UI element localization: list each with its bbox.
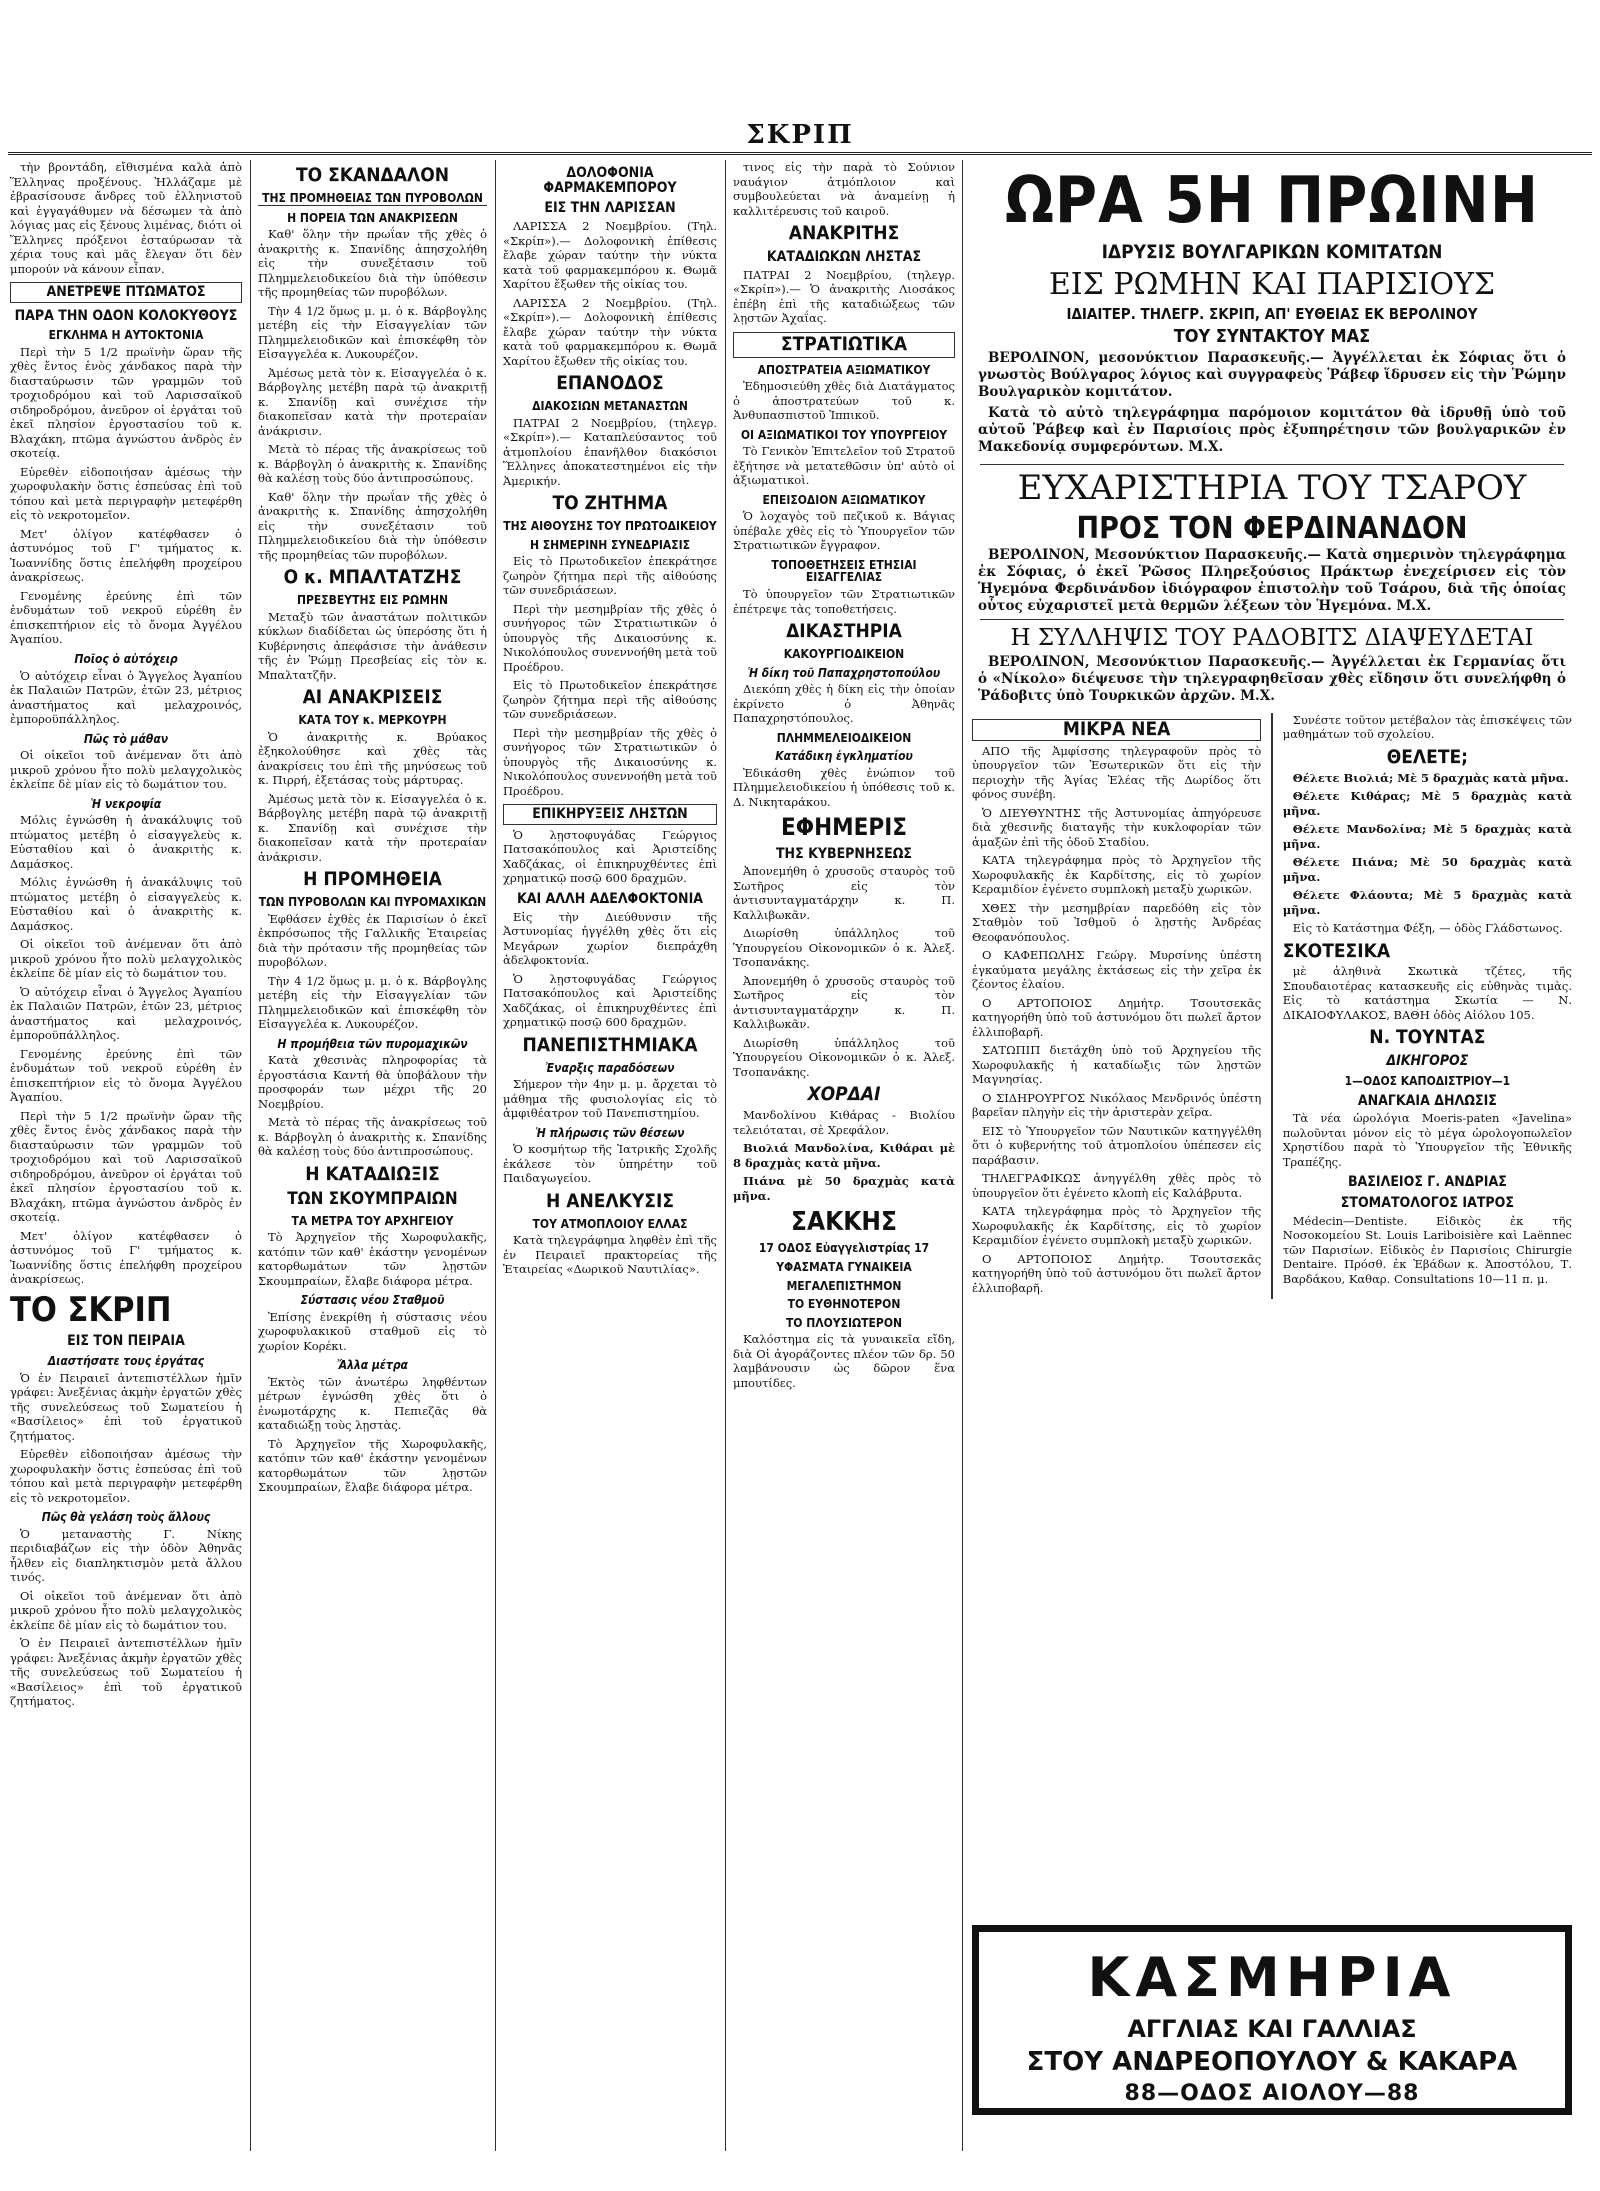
masthead: ΣΚΡΙΠ [746,120,854,150]
article-text: Ἐδημοσιεύθη χθὲς διὰ Διατάγματος ὁ ἀποστρατεύων τοῦ κ. Ἀνθυπασπιστοῦ Ἱππικοῦ. [733,379,955,423]
article-text: Τὸ Γενικὸν Ἐπιτελεῖον τοῦ Στρατοῦ ἐξήτησε νὰ μετατεθῶσιν ὑπ' αὐτὸ οἱ ἀξιωματικοὶ. [733,444,955,488]
article-text: Εἰς τὸ Πρωτοδικεῖον ἐπεκράτησε ζωηρὸν ζήτημα περὶ τῆς αἰθούσης τῶν συνεδριάσεων. [503,554,717,598]
advert-text: Συνέστε τοῦτον μετέβαλον τὰς ἐπισκέψεις τῶν μαθημάτων τοῦ σχολείου. [1282,712,1572,742]
headline: ΤΟ ΣΚΑΝΔΑΛΟΝ [295,164,450,186]
advert-shop: ΣΤΟΥ ΑΝΔΡΕΟΠΟΥΛΟΥ & ΚΑΚΑΡΑ [1026,2047,1518,2077]
subheadline: ΔΙΑΚΟΣΙΩΝ ΜΕΤΑΝΑΣΤΩΝ [532,399,688,413]
subheadline: ΕΓΚΛΗΜΑ Η ΑΥΤΟΚΤΟΝΙΑ [48,328,204,343]
article-text: Ὁ αὐτόχειρ εἶναι ὁ Ἄγγελος Ἀγαπίου ἐκ Παλαιῶν Πατρῶν, ἐτῶν 23, μέτριος ἀναστήματος καὶ μελαχροινός, ἐμποροϋπάλληλος. [10,984,242,1043]
subheadline: Ἡ δίκη τοῦ Παπαχρηστοπούλου [747,665,941,680]
article-text: ΒΕΡΟΛΙΝΟΝ, Μεσονύκτιον Παρασκευῆς.— Ἀγγέλλεται ἐκ Γερμανίας ὅτι ὁ «Νίκολο» διέψευσε τὴν τηλεγραφηθεῖσαν χθὲς εἴδησιν ὅτι συνελήφθη ὁ Ῥάδοβιτς ὑπὸ Τουρκικῶν ἀρχῶν. Μ.Χ. [978,653,1566,704]
article-text: Ο ΣΙΔΗΡΟΥΡΓΟΣ Νικόλαος Μενδρινός ὑπέστη βαρεῖαν πληγὴν εἰς τὴν ἀριστερὰν χεῖρα. [972,1090,1262,1120]
advert-headline: ΣΚΟΤΕΣΙΚΑ [1282,939,1391,962]
article-text: Εὐρεθὲν εἰδοποιήσαν ἀμέσως τὴν χωροφυλακὴν ὅστις ἐσπεύσας ἐπὶ τοῦ τόπου καὶ μετὰ περιγραφὴν μετεφέρθη εἰς τὸ νεκροτομεῖον. [10,464,242,523]
article-text: ΕΙΣ τὸ Ὑπουργεῖον τῶν Ναυτικῶν κατηγγέλθη ὅτι ὁ κυβερνήτης τοῦ ἀτμοπλοίου ὑπέπεσεν εἰς παράβασιν. [972,1123,1262,1167]
article-text: Ἀμέσως μετὰ τὸν κ. Εἰσαγγελέα ὁ κ. Βάρβογλης μετέβη παρὰ τῷ ἀνακριτῇ κ. Σπανίδῃ καὶ συνέχισε τὴν διακοπεῖσαν κατὰ τὴν προτεραίαν ἀνάκρισιν. [258,791,487,864]
article-text: Ὁ λῃστοφυγάδας Γεώργιος Πατσακόπουλος καὶ Ἀριστείδης Χαδζάκας, οἱ ἐπικηρυχθέντες ἐπὶ χρηματικῷ ποσῷ 600 δραχμῶν. [503,827,717,886]
masthead-rule [8,152,1592,155]
article-text: ΒΕΡΟΛΙΝΟΝ, μεσονύκτιον Παρασκευῆς.— Ἀγγέλλεται ἐκ Σόφιας ὅτι ὁ γνωστὸς Βούλγαρος λόγιος καὶ συγγραφεὺς Ῥάβεφ ἵδρυσεν εἰς τὴν Ῥώμην Βουλγαρικὸν κομιτάτον. [978,350,1566,401]
article-text: ΛΑΡΙΣΣΑ 2 Νοεμβρίου. (Τηλ. «Σκρίπ»).— Δολοφονικὴ ἐπίθεσις ἔλαβε χώραν ταύτην τὴν νύκτα κατὰ τοῦ φαρμακεμπόρου κ. Θωμᾶ Χαρίτου ἔξωθεν τῆς οἰκίας του. [503,295,717,368]
article-text: Ὁ ΔΙΕΥΘΥΝΤΗΣ τῆς Ἀστυνομίας ἀπηγόρευσε διὰ χθεσινῆς διαταγῆς τὴν κυκλοφορίαν τῶν ἁμαξῶν ἐπὶ τῆς ὁδοῦ Σταδίου. [972,805,1262,849]
article-text: Ὁ λῃστοφυγάδας Γεώργιος Πατσακόπουλος καὶ Ἀριστείδης Χαδζάκας, οἱ ἐπικηρυχθέντες ἐπὶ χρηματικῷ ποσῷ 600 δραχμῶν. [503,971,717,1030]
article-text: ΠΑΤΡΑΙ 2 Νοεμβρίου, (τηλεγρ. «Σκρίπ»).— Ὁ ἀνακριτὴς Λιοσάκος ἐπέβη ἐπὶ τῆς καταδιώξεως τῶν λῃστῶν Ἀχαΐας. [733,267,955,326]
headline: ΑΝΑΚΡΙΤΗΣ [788,222,900,244]
headline: Η ΣΥΛΛΗΨΙΣ ΤΟΥ ΡΑΔΟΒΙΤΣ ΔΙΑΨΕΥΔΕΤΑΙ [1010,625,1534,652]
headline: ΠΑΡΑ ΤΗΝ ΟΔΟΝ ΚΟΛΟΚΥΘΟΥΣ [14,307,238,324]
headline: Ο κ. ΜΠΑΛΤΑΤΖΗΣ [283,566,462,589]
article-text: Ἐπίσης ἐνεκρίθη ἡ σύστασις νέου χωροφυλακικοῦ σταθμοῦ εἰς τὸ χωρίον Κορέκι. [258,1309,487,1353]
subheadline: Ποῖος ὁ αὐτόχειρ [74,651,178,666]
article-text: Ἐδικάσθη χθὲς ἐνώπιον τοῦ Πλημμελειοδικείου ἡ ὑπόθεσις τοῦ κ. Δ. Νικηταράκου. [733,765,955,809]
article-text: Εὐρεθὲν εἰδοποιήσαν ἀμέσως τὴν χωροφυλακὴν ὅστις ἐσπεύσας ἐπὶ τοῦ τόπου καὶ μετὰ περιγραφὴν μετεφέρθη εἰς τὸ νεκροτομεῖον. [10,1447,242,1505]
article-text: ΚΑΤΑ τηλεγράφημα πρὸς τὸ Ἀρχηγεῖον τῆς Χωροφυλακῆς ἐκ Καρδίτσης, εἰς τὸ χωρίον Κεραμιδίον ἐγένετο συμπλοκὴ μεταξὺ χωρικῶν. [972,853,1262,897]
article-text: Ὁ αὐτόχειρ εἶναι ὁ Ἄγγελος Ἀγαπίου ἐκ Παλαιῶν Πατρῶν, ἐτῶν 23, μέτριος ἀναστήματος καὶ μελαχροινός, ἐμποροϋπάλληλος. [10,668,242,727]
advert-line: Θέλετε Βιολιά; Μὲ 5 δραχμὰς κατὰ μῆνα. [1292,770,1569,785]
article-text: Μετὰ τὸ πέρας τῆς ἀνακρίσεως τοῦ κ. Βάρβογλη ὁ ἀνακριτὴς κ. Σπανίδης θὰ καλέσῃ τοὺς δύο ἀντιπροσώπους. [258,442,487,486]
advert-line: Θέλετε Κιθάρας; Μὲ 5 δραχμὰς κατὰ μῆνα. [1282,789,1572,818]
subheadline: Ἄλλα μέτρα [337,1358,408,1373]
main-headline: ΩΡΑ 5Η ΠΡΩΙΝΗ [1004,164,1540,238]
column-3 [503,160,717,2151]
article-text: Μετ' ὀλίγον κατέφθασεν ὁ ἀστυνόμος τοῦ Γ' τμήματος κ. Ἰωαννίδης ὅστις ἐπελήφθη προχείρου ἀνακρίσεως. [10,526,242,585]
article-text: Ἀπονεμήθη ὁ χρυσοῦς σταυρὸς τοῦ Σωτῆρος εἰς τὸν ἀντισυνταγματάρχην κ. Π. Καλλιβωκᾶν. [733,864,955,922]
article-text: Ο ΚΑΦΕΠΩΛΗΣ Γεώργ. Μυρσίνης ὑπέστη ἐγκαύματα μεγάλης ἐκτάσεως εἰς τὴν χεῖρα ἐκ ζέοντος ἐλαίου. [972,948,1262,992]
kasmiria-advert [972,1925,1572,2115]
article-text: ΣΑΤΩΠΙΠ διετάχθη ὑπὸ τοῦ Ἀρχηγείου τῆς Χωροφυλακῆς ἡ καταδίωξις τῶν λῃστῶν Μαγνησίας. [972,1043,1262,1087]
advert-line: Εἰς τὸ Κατάστημα Φέξη, — ὁδὸς Γλάδστωνος. [1292,921,1563,936]
headline: ΑΝΕΤΡΕΨΕ ΠΤΩΜΑΤΟΣ [10,282,242,303]
advert-price: Πιάνα μὲ 50 δραχμὰς κατὰ μῆνα. [733,1174,955,1203]
headline: ΕΠΑΝΟΔΟΣ [556,372,664,395]
subheadline: Ἐναρξις παραδόσεων [545,1060,675,1075]
subheadline: ΤΟΠΟΘΕΤΗΣΕΙΣ ΕΤΗΣΙΑΙ ΕΙΣΑΓΓΕΛΙΑΣ [771,557,917,585]
headline: ΕΥΧΑΡΙΣΤΗΡΙΑ ΤΟΥ ΤΣΑΡΟΥ [1017,468,1527,509]
advert-subtitle: ΑΓΓΛΙΑΣ ΚΑΙ ΓΑΛΛΙΑΣ [1127,2015,1417,2043]
article-text: Οἱ οἰκεῖοι τοῦ ἀνέμεναν ὅτι ἀπὸ μικροῦ χρόνου ἦτο πολὺ μελαγχολικὸς ἐκλείπε δὲ μίαν εἰς τὸ δωμάτιον του. [10,1588,242,1632]
headline: ΣΤΡΑΤΙΩΤΙΚΑ [733,332,955,358]
advert-headline: ΘΕΛΕΤΕ; [1386,745,1469,768]
headline: ΠΡΟΣ ΤΟΝ ΦΕΡΔΙΝΑΝΔΟΝ [1076,510,1468,546]
headline: ΤΟ ΣΚΡΙΠ [10,1289,172,1330]
advert-text: Καλόστημα εἰς τὰ γυναικεῖα εἴδη, διὰ Οἱ ἀγοράζοντες πλέον τῶν δρ. 50 λαμβάνουσιν ὡς δῶρον ἕνα μπουτίδες. [733,1332,955,1390]
article-text: Γενομένης ἐρεύνης ἐπὶ τῶν ἐνδυμάτων τοῦ νεκροῦ εὑρέθη ἐν ἐπισκεπτήριον εἰς τὸ ὄνομα Ἀγγέλου Ἀγαπίου. [10,1046,242,1105]
headline: ΤΩΝ ΣΚΟΥΜΠΡΑΙΩΝ [287,1188,458,1209]
article-text: Διωρίσθη ὑπάλληλος τοῦ Ὑπουργείου Οἰκονομικῶν ὁ κ. Ἀλεξ. Τσοπανάκης. [733,926,955,970]
article-text: Ἐφθάσεν ἐχθὲς ἐκ Παρισίων ὁ ἐκεῖ ἐκπρόσωπος τῆς Γαλλικῆς Ἑταιρείας διὰ τὴν πρότασιν τῆς προμηθείας τῶν πυροβόλων. [258,911,487,970]
subheadline: ΤΟΥ ΑΤΜΟΠΛΟΙΟΥ ΕΛΛΑΣ [532,1216,688,1231]
advert-line: Θέλετε Φλάουτα; Μὲ 5 δραχμὰς κατὰ μῆνα. [1282,888,1572,917]
headline: ΔΙΚΑΣΤΗΡΙΑ [786,620,902,643]
headline: ΚΑΤΑΔΙΩΚΩΝ ΛΗΣΤΑΣ [766,248,922,265]
advert-line: ΤΟ ΕΥΘΗΝΟΤΕΡΟΝ [787,1297,901,1312]
article-text: Τὴν 4 1/2 ὅμως μ. μ. ὁ κ. Βάρβογλης μετέβη εἰς τὴν Εἰσαγγελίαν τῶν Πλημμελειοδικῶν καὶ ἐπισκέφθη τὸν Εἰσαγγελέα κ. Λυκουρέζον. [258,973,487,1032]
subheadline: Πῶς θὰ γελάση τοὺς ἄλλους [41,1510,211,1525]
advert-price: Βιολιά Μανδολίνα, Κιθάραι μὲ 8 δραχμὰς κατὰ μῆνα. [733,1141,955,1170]
subheadline: ΤΩΝ ΠΥΡΟΒΟΛΩΝ ΚΑΙ ΠΥΡΟΜΑΧΙΚΩΝ [258,895,487,910]
advert-column [1283,713,1572,1299]
subheadline: ΤΑ ΜΕΤΡΑ ΤΟΥ ΑΡΧΗΓΕΙΟΥ [291,1213,454,1228]
headline: Η ΚΑΤΑΔΙΩΞΙΣ [305,1162,440,1185]
column-divider [962,160,963,2151]
headline: ΕΦΗΜΕΡΙΣ [780,813,908,842]
article-text: Διωρίσθη ὑπάλληλος τοῦ Ὑπουργείου Οἰκονομικῶν ὁ κ. Ἀλεξ. Τσοπανάκης. [733,1035,955,1079]
headline: ΕΙΣ ΤΟΝ ΠΕΙΡΑΙΑ [67,1333,185,1350]
article-text: ΤΗΛΕΓΡΑΦΙΚΩΣ ἀνηγγέλθη χθὲς πρὸς τὸ ὑπουργεῖον ὅτι ἐγένετο κλοπὴ εἰς Καλάβρυτα. [972,1171,1262,1200]
subheadline: ΚΑΚΟΥΡΓΙΟΔΙΚΕΙΟΝ [783,646,905,661]
article-text: Κατὰ τηλεγράφημα ληφθὲν ἐπὶ τῆς ἐν Πειραιεῖ πρακτορείας τῆς Ἑταιρείας «Δωρικοῦ Ναυτιλίας». [503,1233,717,1277]
article-text: ΛΑΡΙΣΣΑ 2 Νοεμβρίου. (Τηλ. «Σκρίπ»).— Δολοφονικὴ ἐπίθεσις ἔλαβε χώραν ταύτην τὴν νύκτα κατὰ τοῦ φαρμακεμπόρου κ. Θωμᾶ Χαρίτου ἔξωθεν τῆς οἰκίας του. [503,219,717,292]
article-text: Ὁ μεταναστὴς Γ. Νίκης περιδιαβάζων εἰς τὴν ὁδὸν Ἀθηνᾶς ἦλθεν εἰς διαπληκτισμὸν μετὰ ἄλλου τινός. [10,1526,242,1585]
article-text: Μόλις ἐγνώσθη ἡ ἀνακάλυψις τοῦ πτώματος μετέβη ὁ εἰσαγγελεὺς κ. Εὐσταθίου καὶ ὁ ἀνακριτὴς κ. Δαμάσκος. [10,813,242,871]
headline: ΙΔΡΥΣΙΣ ΒΟΥΛΓΑΡΙΚΩΝ ΚΟΜΙΤΑΤΩΝ [1101,241,1443,264]
column-divider [495,160,496,2151]
advert-line: Θέλετε Πιάνα; Μὲ 50 δραχμὰς κατὰ μῆνα. [1282,855,1572,884]
subheadline: ΙΔΙΑΙΤΕΡ. ΤΗΛΕΓΡ. ΣΚΡΙΠ, ΑΠ' ΕΥΘΕΙΑΣ ΕΚ ΒΕΡΟΛΙΝΟΥ [1066,304,1478,323]
article-text: ΑΠΟ τῆς Ἀμφίσσης τηλεγραφοῦν πρὸς τὸ ὑπουργεῖον τῶν Ἐσωτερικῶν ὅτι εἰς τὴν περιοχὴν τῆς Ἁγίας Ἐλέας τῆς Δωρίδος ὅτι φόνος συνέβη. [972,743,1262,802]
headline: ΔΟΛΟΦΟΝΙΑ ΦΑΡΜΑΚΕΜΠΟΡΟΥ [543,165,677,196]
headline: Η ΑΝΕΛΚΥΣΙΣ [545,1189,675,1212]
headline: ΕΙΣ ΡΩΜΗΝ ΚΑΙ ΠΑΡΙΣΙΟΥΣ [1048,267,1496,303]
subheadline: Ἡ νεκροψία [90,796,162,811]
headline: Η ΠΡΟΜΗΘΕΙΑ [303,868,442,891]
article-text: τινος εἰς τὴν παρὰ τὸ Σούνιον ναυάγιον ἀτμόπλοιον καὶ συμβουλεύεται νὰ ἀναμείνῃ ἡ καλλιτέρευσις τοῦ καιροῦ. [733,160,955,218]
article-text: Καθ' ὅλην τὴν πρωΐαν τῆς χθὲς ὁ ἀνακριτὴς κ. Σπανίδης ἀπησχολήθη εἰς τὴν συνεξέτασιν τοῦ Πλημμελειοδικείου διὰ τὴν ὑπόθεσιν τῆς προμηθείας τῶν πυροβόλων. [258,489,487,562]
article-text: Μεταξὺ τῶν ἀναστάτων πολιτικῶν κύκλων διαδίδεται ὡς ὑπερόσης ὅτι ἡ Κυβέρνησις ἀπεφάσισε τὴν ἀνάθεσιν τῆς ἐν Ῥώμῃ Πρεσβείας εἰς τὸν κ. Μπαλτατζῆν. [258,609,487,682]
advert-headline: ΒΑΣΙΛΕΙΟΣ Γ. ΑΝΔΡΙΑΣ [1347,1174,1507,1191]
advert-headline: ΣΑΚΚΗΣ [791,1207,897,1238]
article-text: Μόλις ἐγνώσθη ἡ ἀνακάλυψις τοῦ πτώματος μετέβη ὁ εἰσαγγελεὺς κ. Εὐσταθίου καὶ ὁ ἀνακριτὴς κ. Δαμάσκος. [10,875,242,933]
advert-subheadline: ΔΙΚΗΓΟΡΟΣ [1386,1053,1469,1070]
advert-headline: ΑΝΑΓΚΑΙΑ ΔΗΛΩΣΙΣ [1357,1092,1497,1109]
advert-text: Τὰ νέα ὡρολόγια Moeris-paten «Javelina» πωλοῦνται μόνον εἰς τὸ μέγα ὡρολογοπωλεῖον Χρηστίδου παρὰ τὸ Ὑπουργεῖον τῆς Ἐθνικῆς Τραπέζης. [1282,1111,1572,1169]
advert-address: 17 ΟΔΟΣ Εὐαγγελιστρίας 17 [758,1241,930,1256]
subheadline: Πῶς τὸ μάθαν [83,731,169,746]
article-text: Ἀμέσως μετὰ τὸν κ. Εἰσαγγελέα ὁ κ. Βάρβογλης μετέβη παρὰ τῷ ἀνακριτῇ κ. Σπανίδῃ καὶ συνέχισε τὴν διακοπεῖσαν κατὰ τὴν προτεραίαν ἀνάκρισιν. [258,365,487,438]
article-text: Γενομένης ἐρεύνης ἐπὶ τῶν ἐνδυμάτων τοῦ νεκροῦ εὑρέθη ἐν ἐπισκεπτήριον εἰς τὸ ὄνομα Ἀγγέλου Ἀγαπίου. [10,588,242,647]
subheadline: ΠΛΗΜΜΕΛΕΙΟΔΙΚΕΙΟΝ [776,730,912,745]
article-text: Ο ΑΡΤΟΠΟΙΟΣ Δημήτρ. Τσουτσεκᾶς κατηγορήθη ὑπὸ τοῦ ἀστυνόμου ὅτι πωλεῖ ἄρτον ἐλλιποβαρῆ. [972,995,1262,1039]
article-text: Διεκόπη χθὲς ἡ δίκη εἰς τὴν ὁποίαν ἐκρίνετο ὁ Ἀθηνᾶς Παπαχρηστόπουλος. [733,682,955,726]
article-text: Τὸ ὑπουργεῖον τῶν Στρατιωτικῶν ἐπέτρεψε τὰς τοποθετήσεις. [733,587,955,616]
article-text: Ὁ ἐν Πειραιεῖ ἀντεπιστέλλων ἡμῖν γράφει: Ἀνεξένιας ἀκμὴν ἐργατῶν χθὲς τῆς συνελεύσεως τοῦ Σωματείου ἡ «Βασίλειος» ἐπὶ τοῦ ἐργατικοῦ ζητήματος. [10,1636,242,1709]
news-column [972,713,1261,1299]
headline: ΕΠΙΚΗΡΥΞΕΙΣ ΛΗΣΤΩΝ [503,804,717,825]
article-text: ΒΕΡΟΛΙΝΟΝ, Μεσονύκτιον Παρασκευῆς.— Κατὰ σημερινὸν τηλεγράφημα ἐκ Σόφιας, ὁ ἐκεῖ Ῥῶσος Πληρεξούσιος Πράκτωρ ἐνεχείρισεν εἰς τὸν Ἡγεμόνα Φερδινάνδον ἰδιόγραφον ἐπιστολὴν τοῦ Τσάρου, διὰ τῆς ὁποίας οὗτος εὐχαριστεῖ μετὰ θερμῶν λέξεων τὸν Ἡγεμόνα. Μ.Χ. [978,547,1566,615]
article-text: Ἐκτὸς τῶν ἀνωτέρω ληφθέντων μέτρων ἐγνώσθη χθὲς ὅτι ὁ ἐνωμοτάρχης κ. Πεπιεζᾶς θὰ καταδιώξῃ τοὺς λῃστὰς. [258,1374,487,1433]
article-text: Εἰς τὴν Διεύθυνσιν τῆς Ἀστυνομίας ἠγγέλθη χθὲς ὅτι εἰς Μεγάρων χωρίον διεπράχθη ἀδελφοκτονία. [503,909,717,968]
article-text: Περὶ τὴν 5 1/2 πρωϊνὴν ὥραν τῆς χθὲς ἔντος ἑνὸς χάνδακος παρὰ τὴν διασταύρωσιν τῶν γραμμῶν τοῦ τροχιοδρόμου καὶ τοῦ Λαρισσαϊκοῦ σιδηροδρόμου, ἀνεῦρον οἱ ἐργάται τοῦ ἐκεῖ πλησίον ἐργοστασίου τοῦ κ. Βλαχάκη, πτῶμα ἀγνώστου ἀνδρὸς ἐν σκοτείᾳ. [10,1108,242,1225]
subheadline: ΕΠΕΙΣΟΔΙΟΝ ΑΞΙΩΜΑΤΙΚΟΥ [762,492,926,507]
advert-text: μὲ ἀληθινὰ Σκωτικὰ τζέτες, τῆς Σπουδαιοτέρας κατασκευῆς εἰς εὐθηνὰς τιμὰς. Εἰς τὸ κατάστημα Σκωτία — Ν. ΔΙΚΑΙΟΦΥΛΑΚΟΣ, ΒΑΘΗ ὁδὸς Αἰόλου 105. [1282,964,1572,1022]
advert-text: Μανδολίνου Κιθάρας - Βιολίου τελειόταται, σὲ Χρεφάλον. [733,1108,955,1137]
subheadline: Σύστασις νέου Σταθμοῦ [300,1293,445,1308]
subheadline: Κατάδικη ἐγκληματίου [775,749,913,764]
article-text: ΧΘΕΣ τὴν μεσημβρίαν παρεδόθη εἰς τὸν Σταθμὸν τοῦ Ἰσθμοῦ ὁ λῃστὴς Ἀνδρέας Θεοφανόπουλος. [972,900,1262,944]
advert-headline: ΧΟΡΔΑΙ [807,1083,881,1106]
subheadline: ΤΗΣ ΑΙΘΟΥΣΗΣ ΤΟΥ ΠΡΩΤΟΔΙΚΕΙΟΥ [503,519,717,534]
advert-line: Θέλετε Μανδολίνα; Μὲ 5 δραχμὰς κατὰ μῆνα. [1282,822,1572,851]
article-text: ΚΑΤΑ τηλεγράφημα πρὸς τὸ Ἀρχηγεῖον τῆς Χωροφυλακῆς ἐκ Καρδίτσης, εἰς τὸ χωρίον Κεραμιδίον ἐγένετο συμπλοκὴ μεταξὺ χωρικῶν. [972,1204,1262,1248]
article-text: Τὸ Ἀρχηγεῖον τῆς Χωροφυλακῆς, κατόπιν τῶν καθ' ἑκάστην γενομένων κατορθωμάτων τῶν λῃστῶν Σκουμπραίων, ἔλαβε διάφορα μέτρα. [258,1230,487,1288]
article-text: Οἱ οἰκεῖοι τοῦ ἀνέμεναν ὅτι ἀπὸ μικροῦ χρόνου ἦτο πολὺ μελαγχολικὸς ἐκλείπε δὲ μίαν εἰς τὸ δωμάτιον του. [10,937,242,981]
article-text: Ο ΑΡΤΟΠΟΙΟΣ Δημήτρ. Τσουτσεκᾶς κατηγορήθη ὑπὸ τοῦ ἀστυνόμου ὅτι πωλεῖ ἄρτον ἐλλιποβαρῆ. [972,1251,1262,1295]
article-text: τὴν βροντάδη, εἴθισμένα καλὰ ἀπὸ Ἕλληνας προξένους. Ἠλλάζαμε μὲ ἐβρασίσουσε ἄνδρες τοῦ ἐλληνιστοῦ καὶ ἐγγαγάθυμεν νὰ δέσωμεν τὰ ἀπὸ λόγιας μας εἰς ξένους λιμένας, διότι οἱ Ἕλληνες πρόξενοι ἐσταύρωσαν τὰ χέρια τους καὶ μᾶς ἔλεγαν ὅτι δὲν μπορούν νὰ κάνουν εἶπαν. [10,160,242,276]
article-text: Μετ' ὀλίγον κατέφθασεν ὁ ἀστυνόμος τοῦ Γ' τμήματος κ. Ἰωαννίδης ὅστις ἐπελήφθη προχείρου ἀνακρίσεως. [10,1228,242,1287]
advert-address: 1—ΟΔΟΣ ΚΑΠΟΔΙΣΤΡΙΟΥ—1 [1344,1074,1511,1089]
advert-headline: Ν. ΤΟΥΝΤΑΣ [1369,1026,1486,1049]
article-text: Καθ' ὅλην τὴν πρωΐαν τῆς χθὲς ὁ ἀνακριτὴς κ. Σπανίδης ἀπησχολήθη εἰς τὴν συνεξέτασιν τοῦ Πλημμελειοδικείου διὰ τὴν ὑπόθεσιν τῆς προμηθείας τῶν πυροβόλων. [258,227,487,300]
article-text: Ὁ κοσμήτωρ τῆς Ἰατρικῆς Σχολῆς ἐκάλεσε τὸν ὑπηρέτην τοῦ Παιδαγωγείου. [503,1142,717,1186]
article-text: Μετὰ τὸ πέρας τῆς ἀνακρίσεως τοῦ κ. Βάρβογλη ὁ ἀνακριτὴς κ. Σπανίδης θὰ καλέσῃ τοὺς δύο ἀντιπροσώπους. [258,1115,487,1159]
article-text: Τὸ Ἀρχηγεῖον τῆς Χωροφυλακῆς, κατόπιν τῶν καθ' ἑκάστην γενομένων κατορθωμάτων τῶν λῃστῶν Σκουμπραίων, ἔλαβε διάφορα μέτρα. [258,1436,487,1495]
subheadline: Διαστήσατε τους ἐργάτας [47,1354,205,1369]
column-2 [258,160,487,2151]
article-text: Περὶ τὴν μεσημβρίαν τῆς χθὲς ὁ συνήγορος τῶν Στρατιωτικῶν ὁ ὑπουργὸς τῆς Δικαιοσύνης κ. Νικολόπουλος συνεννοήθη μετὰ τοῦ Προέδρου. [503,725,717,798]
advert-text: Médecin—Dentiste. Εἰδικὸς ἐκ τῆς Νοσοκομείου St. Louis Lariboisière καὶ Laënnec τῶν Παρισίων. Εἰδικὸς ἐν Παρισίοις Chirurgie Dentaire. Πρόσθ. ἐκ Ἑβάδων κ. Ἀποστόλου, Τ. Βαρδάκου, Καθαρ. Consultations 10—11 π. μ. [1282,1213,1572,1286]
subheadline: Η ΠΟΡΕΙΑ ΤΩΝ ΑΝΑΚΡΙΣΕΩΝ [287,210,458,225]
subheadline: ΑΠΟΣΤΡΑΤΕΙΑ ΑΞΙΩΜΑΤΙΚΟΥ [757,362,931,377]
headline: ΚΑΙ ΑΛΛΗ ΑΔΕΛΦΟΚΤΟΝΙΑ [516,890,704,907]
headline: ΤΗΣ ΠΡΟΜΗΘΕΙΑΣ ΤΩΝ ΠΥΡΟΒΟΛΩΝ [258,192,487,206]
advert-subheadline: ΣΤΟΜΑΤΟΛΟΓΟΣ ΙΑΤΡΟΣ [1340,1195,1514,1212]
advert-address: 88—ΟΔΟΣ ΑΙΟΛΟΥ—88 [1124,2081,1420,2106]
headline: ΤΗΣ ΚΥΒΕΡΝΗΣΕΩΣ [775,845,913,862]
column-1 [10,160,242,2151]
article-text: Τὴν 4 1/2 ὅμως μ. μ. ὁ κ. Βάρβογλης μετέβη εἰς τὴν Εἰσαγγελίαν τῶν Πλημμελειοδικῶν καὶ ἐπισκέφθη τὸν Εἰσαγγελέα κ. Λυκουρέζον. [258,303,487,362]
advert-title: ΚΑΣΜΗΡΙΑ [1087,1946,1457,2009]
headline: ΕΙΣ ΤΗΝ ΛΑΡΙΣΣΑΝ [544,200,676,217]
divider [980,464,1564,465]
subheadline: ΠΡΕΣΒΕΥΤΗΣ ΕΙΣ ΡΩΜΗΝ [296,593,449,608]
subheadline: ΟΙ ΑΞΙΩΜΑΤΙΚΟΙ ΤΟΥ ΥΠΟΥΡΓΕΙΟΥ [740,427,948,442]
article-text: Κατὰ χθεσινὰς πληροφορίας τὰ ἐργοστάσια Καντή θὰ ὑποβάλουν τὴν προσφοράν των μέχρι τῆς 20 Νοεμβρίου. [258,1053,487,1111]
article-text: Ὁ ἀνακριτὴς κ. Βρύακος ἐξηκολούθησε καὶ χθὲς τὰς ἀνακρίσεις του ἐπὶ τῆς μηνύσεως τοῦ κ. Πιρρή, ἐξετάσας τοὺς μάρτυρας. [258,729,487,788]
advert-line: ΥΦΑΣΜΑΤΑ ΓΥΝΑΙΚΕΙΑ [776,1260,912,1275]
column-4 [733,160,955,2151]
article-text: Ὁ ἐν Πειραιεῖ ἀντεπιστέλλων ἡμῖν γράφει: Ἀνεξένιας ἀκμὴν ἐργατῶν χθὲς τῆς συνελεύσεως τοῦ Σωματείου ἡ «Βασίλειος» ἐπὶ τοῦ ἐργατικοῦ ζητήματος. [10,1370,242,1443]
advert-line: ΜΕΓΑΛΕΠΙΣΤΗΜΟΝ [786,1278,902,1293]
advert-line: ΤΟ ΠΛΟΥΣΙΩΤΕΡΟΝ [785,1315,903,1330]
headline: ΜΙΚΡΑ ΝΕΑ [972,719,1261,741]
article-text: Κατὰ τὸ αὐτὸ τηλεγράφημα παρόμοιον κομιτάτον θὰ ἱδρυθῇ ὑπὸ τοῦ αὐτοῦ Ῥάβεφ καὶ ἐν Παρισίοις πρὸς ἐξυπηρέτησιν τῶν βουλγαρικῶν ἐν Μακεδονίᾳ συμφερόντων. Μ.Χ. [978,405,1566,456]
article-text: Εἰς τὸ Πρωτοδικεῖον ἐπεκράτησε ζωηρὸν ζήτημα περὶ τῆς αἰθούσης τῶν συνεδριάσεων. [503,678,717,722]
headline: ΠΑΝΕΠΙΣΤΗΜΙΑΚΑ [522,1033,698,1056]
column-divider [725,160,726,2151]
column-divider [250,160,251,2151]
subheadline: ΤΟΥ ΣΥΝΤΑΚΤΟΥ ΜΑΣ [1173,326,1371,348]
subheadline: Η ΣΗΜΕΡΙΝΗ ΣΥΝΕΔΡΙΑΣΙΣ [529,537,691,552]
headline: ΑΙ ΑΝΑΚΡΙΣΕΙΣ [302,686,443,709]
article-text: Οἱ οἰκεῖοι τοῦ ἀνέμεναν ὅτι ἀπὸ μικροῦ χρόνου ἦτο πολὺ μελαγχολικὸς ἐκλείπε δὲ μίαν εἰς τὸ δωμάτιον του. [10,748,242,792]
subheadline: ΚΑΤΑ ΤΟΥ κ. ΜΕΡΚΟΥΡΗ [298,713,447,728]
divider [980,619,1564,620]
article-text: Σήμερον τὴν 4ην μ. μ. ἄρχεται τὸ μάθημα τῆς φυσιολογίας εἰς τὸ ἀμφιθέατρον τοῦ Πανεπιστημίου. [503,1077,717,1121]
article-text: Ἀπονεμήθη ὁ χρυσοῦς σταυρὸς τοῦ Σωτῆρος εἰς τὸν ἀντισυνταγματάρχην κ. Π. Καλλιβωκᾶν. [733,973,955,1032]
article-text: Περὶ τὴν 5 1/2 πρωϊνὴν ὥραν τῆς χθὲς ἔντος ἑνὸς χάνδακος παρὰ τὴν διασταύρωσιν τῶν γραμμῶν τοῦ τροχιοδρόμου καὶ τοῦ Λαρισσαϊκοῦ σιδηροδρόμου, ἀνεῦρον οἱ ἐργάται τοῦ ἐκεῖ πλησίον ἐργοστασίου τοῦ κ. Βλαχάκη, πτῶμα ἀγνώστου ἀνδρὸς ἐν σκοτείᾳ. [10,344,242,461]
article-text: Ὁ λοχαγὸς τοῦ πεζικοῦ κ. Βάγιας ὑπέβαλε χθὲς εἰς τὸ Ὑπουργεῖον τῶν Στρατιωτικῶν ἔγγραφον. [733,509,955,553]
subheadline: Ἡ πλήρωσις τῶν θέσεων [535,1125,685,1140]
article-text: Περὶ τὴν μεσημβρίαν τῆς χθὲς ὁ συνήγορος τῶν Στρατιωτικῶν ὁ ὑπουργὸς τῆς Δικαιοσύνης κ. Νικολόπουλος συνεννοήθη μετὰ τοῦ Προέδρου. [503,601,717,674]
subheadline: Η προμήθεια τῶν πυρομαχικῶν [277,1036,468,1051]
headline: ΤΟ ΖΗΤΗΜΑ [552,492,668,515]
article-text: ΠΑΤΡΑΙ 2 Νοεμβρίου, (τηλεγρ. «Σκρίπ»).— Καταπλεύσαντος τοῦ ἀτμοπλοίου ἐπανῆλθον διακόσιοι Ἕλληνες ἀποκατεστημένοι εἰς τὴν Ἀμερικήν. [503,415,717,488]
right-block [972,160,1572,1906]
